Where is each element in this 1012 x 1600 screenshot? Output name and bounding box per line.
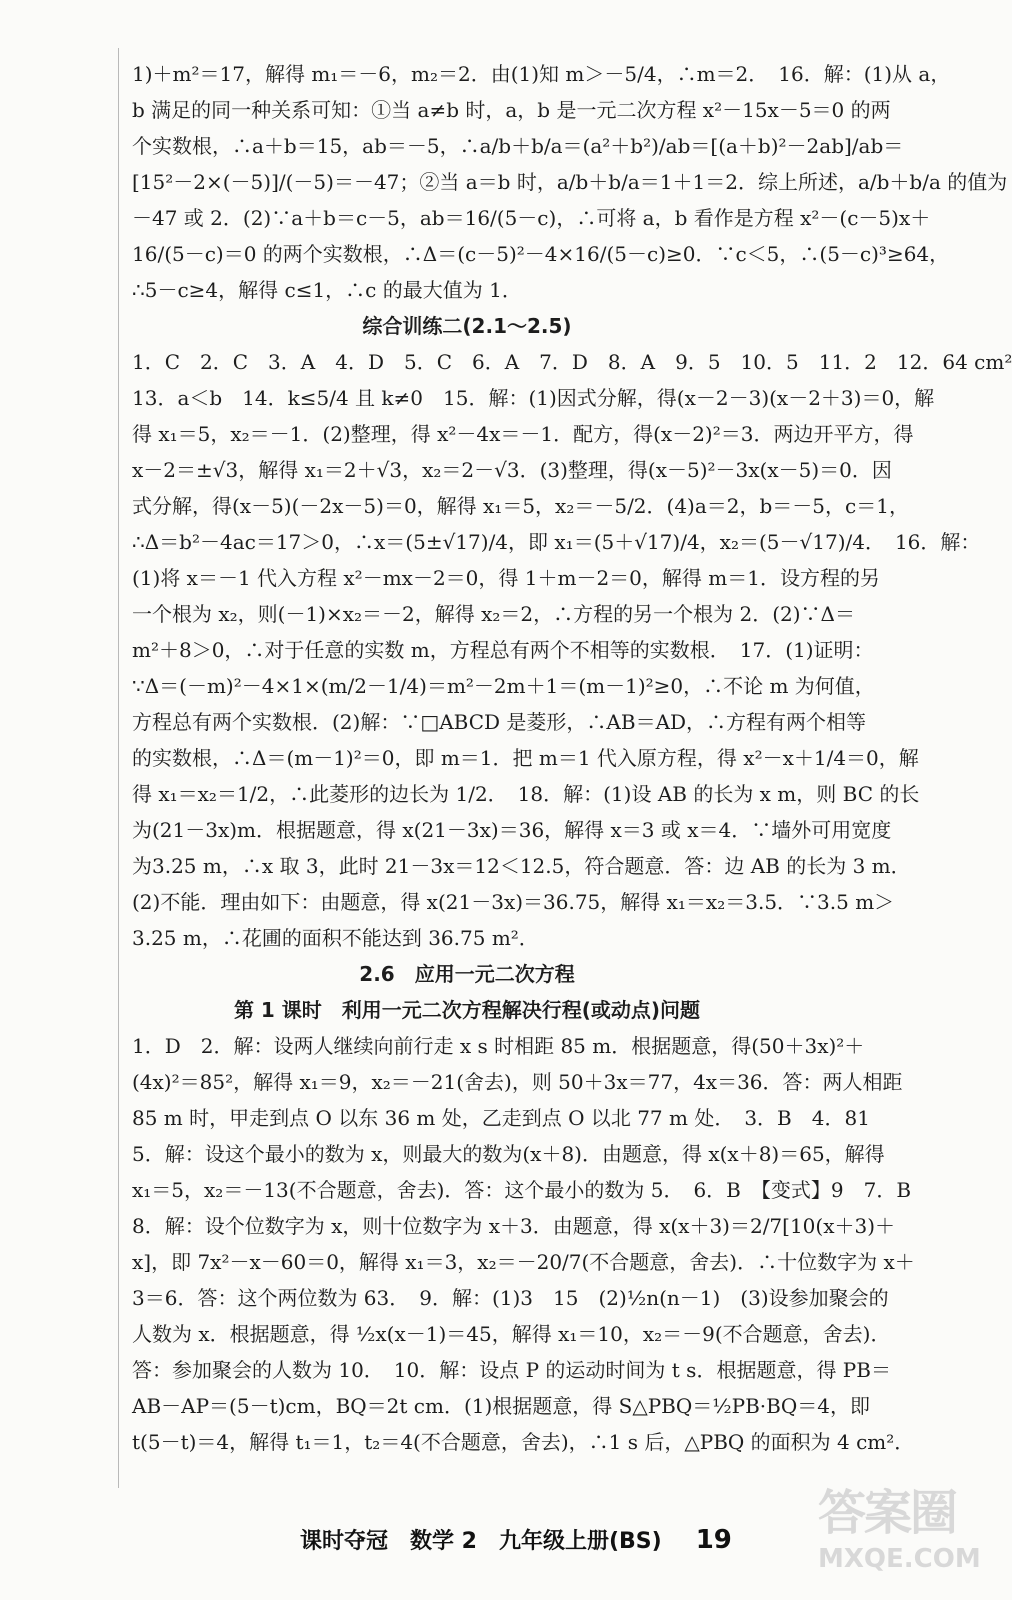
page-number: 19 <box>695 1525 732 1555</box>
text-line: x₁＝5，x₂＝－13(不合题意，舍去)．答：这个最小的数为 5． 6．B 【变式】9 7．B <box>132 1178 912 1202</box>
text-line: ∴Δ＝b²－4ac＝17＞0，∴x＝(5±√17)/4，即 x₁＝(5＋√17)/4，x₂＝(5－√17)/4． 16．解： <box>132 530 981 554</box>
text-line: x]，即 7x²－x－60＝0，解得 x₁＝3，x₂＝－20/7(不合题意，舍去)．∴十位数字为 x＋ <box>132 1250 915 1274</box>
watermark-cn-text: 答案圈 <box>818 1485 957 1541</box>
book-title: 课时夺冠 <box>300 1529 389 1554</box>
text-line: 1)＋m²＝17，解得 m₁＝－6，m₂＝2．由(1)知 m＞－5/4，∴m＝2． 16．解：(1)从 a， <box>132 62 951 86</box>
text-line: t(5－t)＝4，解得 t₁＝1，t₂＝4(不合题意，舍去)，∴1 s 后，△PBQ 的面积为 4 cm²． <box>132 1430 915 1454</box>
section-heading: 综合训练二(2.1～2.5) <box>362 314 572 338</box>
text-line: 5．解：设这个最小的数为 x，则最大的数为(x＋8)．由题意，得 x(x＋8)＝65，解得 <box>132 1142 885 1166</box>
text-line: 为(21－3x)m．根据题意，得 x(21－3x)＝36，解得 x＝3 或 x＝4．∵墙外可用宽度 <box>132 818 892 842</box>
text-line: 85 m 时，甲走到点 O 以东 36 m 处，乙走到点 O 以北 77 m 处． 3．B 4．81 <box>132 1106 870 1130</box>
text-line: 答：参加聚会的人数为 10． 10．解：设点 P 的运动时间为 t s．根据题意，得 PB＝ <box>132 1358 891 1382</box>
text-line: 式分解，得(x－5)(－2x－5)＝0，解得 x₁＝5，x₂＝－5/2．(4)a＝2，b＝－5，c＝1， <box>132 494 909 518</box>
text-line: 得 x₁＝5，x₂＝－1．(2)整理，得 x²－4x＝－1．配方，得(x－2)²＝3．两边开平方，得 <box>132 422 914 446</box>
text-line: 得 x₁＝x₂＝1/2，∴此菱形的边长为 1/2． 18．解：(1)设 AB 的长为 x m，则 BC 的长 <box>132 782 920 806</box>
subject-label: 数学 2 <box>410 1529 477 1554</box>
text-line: b 满足的同一种关系可知：①当 a≠b 时，a，b 是一元二次方程 x²－15x－5＝0 的两 <box>132 98 891 122</box>
text-line: AB－AP＝(5－t)cm，BQ＝2t cm．(1)根据题意，得 S△PBQ＝½PB·BQ＝4，即 <box>132 1394 870 1418</box>
left-margin-rule <box>118 48 119 1488</box>
text-line: 1．D 2．解：设两人继续向前行走 x s 时相距 85 m．根据题意，得(50＋3x)²＋ <box>132 1034 865 1058</box>
text-line: 人数为 x．根据题意，得 ½x(x－1)＝45，解得 x₁＝10，x₂＝－9(不合题意，舍去)． <box>132 1322 891 1346</box>
text-line: 1．C 2．C 3．A 4．D 5．C 6．A 7．D 8．A 9．5 10．5 11．2 12．64 cm² <box>132 350 1012 374</box>
text-line: 一个根为 x₂，则(－1)×x₂＝－2，解得 x₂＝2，∴方程的另一个根为 2．(2)∵Δ＝ <box>132 602 855 626</box>
text-line: 个实数根，∴a＋b＝15，ab＝－5，∴a/b＋b/a＝(a²＋b²)/ab＝[(a＋b)²－2ab]/ab＝ <box>132 134 904 158</box>
text-line: m²＋8＞0，∴对于任意的实数 m，方程总有两个不相等的实数根． 17．(1)证明： <box>132 638 874 662</box>
text-line: ∴5－c≥4，解得 c≤1，∴c 的最大值为 1． <box>132 278 522 302</box>
text-line: ∵Δ＝(－m)²－4×1×(m/2－1/4)＝m²－2m＋1＝(m－1)²≥0，∴不论 m 为何值， <box>132 674 875 698</box>
grade-label: 九年级上册(BS) <box>498 1529 662 1554</box>
text-line: 8．解：设个位数字为 x，则十位数字为 x＋3．由题意，得 x(x＋3)＝2/7[10(x＋3)＋ <box>132 1214 896 1238</box>
section-heading: 2.6 应用一元二次方程 <box>359 962 575 986</box>
text-line: 3＝6．答：这个两位数为 63． 9．解：(1)3 15 (2)½n(n－1) (3)设参加聚会的 <box>132 1286 889 1310</box>
text-line: (2)不能．理由如下：由题意，得 x(21－3x)＝36.75，解得 x₁＝x₂＝3.5．∵3.5 m＞ <box>132 890 895 914</box>
text-line: －47 或 2．(2)∵a＋b＝c－5，ab＝16/(5－c)，∴可将 a，b 看作是方程 x²－(c－5)x＋ <box>132 206 931 230</box>
text-line: x－2＝±√3，解得 x₁＝2＋√3，x₂＝2－√3．(3)整理，得(x－5)²－3x(x－5)＝0．因 <box>132 458 892 482</box>
text-line: (4x)²＝85²，解得 x₁＝9，x₂＝－21(舍去)，则 50＋3x＝77，4x＝36．答：两人相距 <box>132 1070 903 1094</box>
text-line: (1)将 x＝－1 代入方程 x²－mx－2＝0，得 1＋m－2＝0，解得 m＝1．设方程的另 <box>132 566 880 590</box>
watermark-logo <box>818 1484 988 1588</box>
page-footer <box>300 1524 820 1555</box>
section-heading: 第 1 课时 利用一元二次方程解决行程(或动点)问题 <box>233 998 701 1022</box>
watermark-url-text: MXQE.COM <box>818 1544 981 1574</box>
text-line: 16/(5－c)＝0 的两个实数根，∴Δ＝(c－5)²－4×16/(5－c)≥0．∵c＜5，∴(5－c)³≥64， <box>132 242 950 266</box>
text-line: 为3.25 m，∴x 取 3，此时 21－3x＝12＜12.5，符合题意．答：边 AB 的长为 3 m． <box>132 854 911 878</box>
text-line: 方程总有两个实数根．(2)解：∵□ABCD 是菱形，∴AB＝AD，∴方程有两个相等 <box>132 710 867 734</box>
text-line: [15²－2×(－5)]/(－5)＝－47；②当 a＝b 时，a/b＋b/a＝1＋1＝2．综上所述，a/b＋b/a 的值为 <box>132 170 1008 194</box>
text-line: 的实数根，∴Δ＝(m－1)²＝0，即 m＝1．把 m＝1 代入原方程，得 x²－x＋1/4＝0，解 <box>132 746 919 770</box>
text-line: 13．a＜b 14．k≤5/4 且 k≠0 15．解：(1)因式分解，得(x－2－3)(x－2＋3)＝0，解 <box>132 386 935 410</box>
text-line: 3.25 m，∴花圃的面积不能达到 36.75 m²． <box>132 926 539 950</box>
page-content <box>132 56 1012 1460</box>
